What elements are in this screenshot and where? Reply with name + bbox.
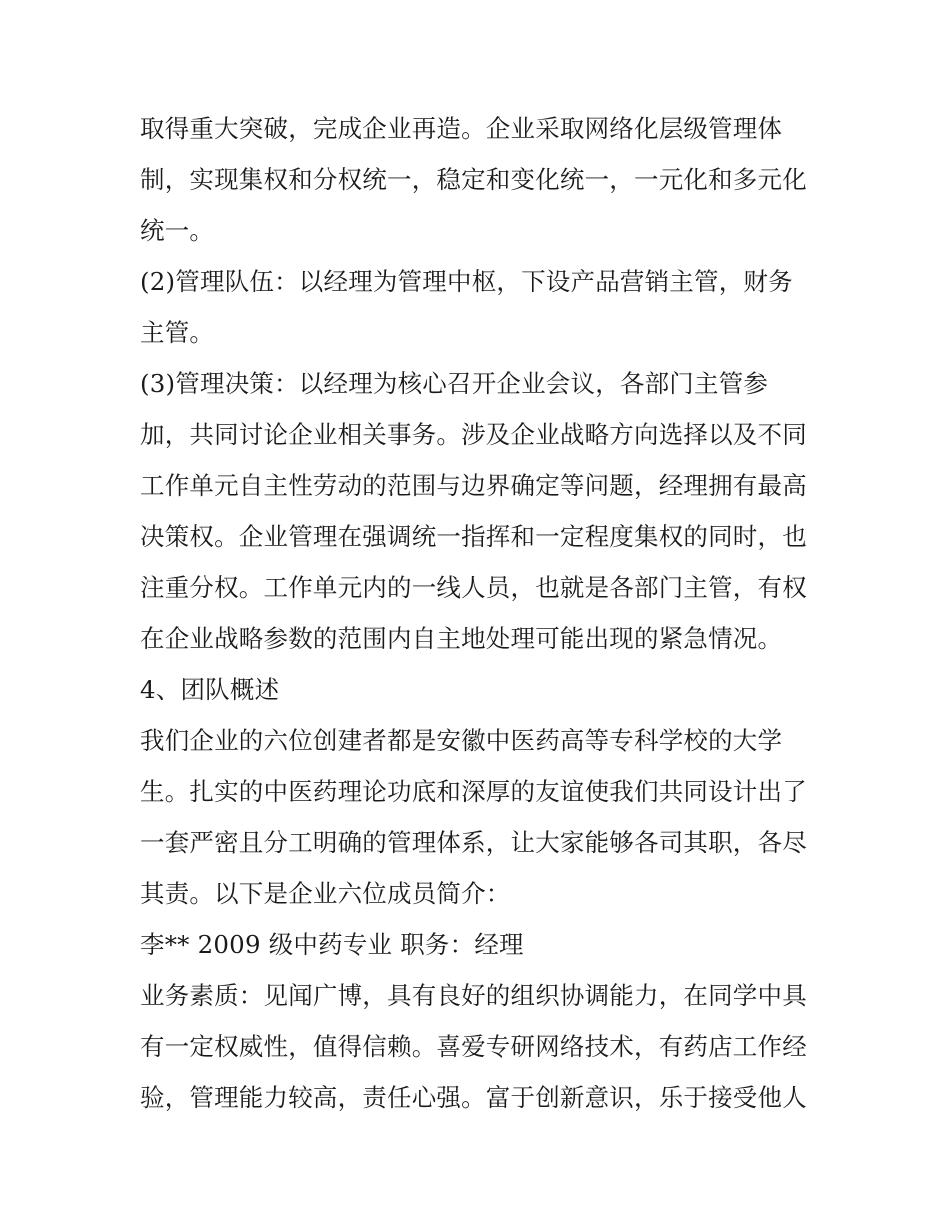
text-line-18: 业务素质：见闻广博，具有良好的组织协调能力，在同学中具 — [140, 981, 807, 1010]
section-heading-team-overview: 4、团队概述 — [140, 675, 280, 704]
text-line-13: 我们企业的六位创建者都是安徽中医药高等专科学校的大学 — [140, 726, 783, 755]
text-line-9: 决策权。企业管理在强调统一指挥和一定程度集权的同时，也 — [140, 522, 807, 551]
text-line-19: 有一定权威性，值得信赖。喜爱专研网络技术，有药店工作经 — [140, 1032, 807, 1061]
text-line-15: 一套严密且分工明确的管理体系，让大家能够各司其职，各尽 — [140, 828, 807, 857]
text-line-10: 注重分权。工作单元内的一线人员，也就是各部门主管，有权 — [140, 573, 807, 602]
text-line-8: 工作单元自主性劳动的范围与边界确定等问题，经理拥有最高 — [140, 471, 807, 500]
text-line-7: 加，共同讨论企业相关事务。涉及企业战略方向选择以及不同 — [140, 420, 807, 449]
text-line-5: 主管。 — [140, 318, 215, 347]
text-line-11: 在企业战略参数的范围内自主地处理可能出现的紧急情况。 — [140, 624, 783, 653]
text-line-2: 制，实现集权和分权统一，稳定和变化统一，一元化和多元化 — [140, 165, 807, 194]
text-line-14: 生。扎实的中医药理论功底和深厚的友谊使我们共同设计出了 — [140, 777, 807, 806]
member-entry-heading: 李** 2009 级中药专业 职务：经理 — [140, 930, 524, 959]
text-line-16: 其责。以下是企业六位成员简介： — [140, 879, 511, 908]
text-line-3: 统一。 — [140, 216, 215, 245]
text-line-20: 验，管理能力较高，责任心强。富于创新意识，乐于接受他人 — [140, 1083, 807, 1112]
text-line-1: 取得重大突破，完成企业再造。企业采取网络化层级管理体 — [140, 114, 783, 143]
text-line-6: (3)管理决策：以经理为核心召开企业会议，各部门主管参 — [140, 369, 769, 398]
text-line-4: (2)管理队伍：以经理为管理中枢，下设产品营销主管，财务 — [140, 267, 793, 296]
